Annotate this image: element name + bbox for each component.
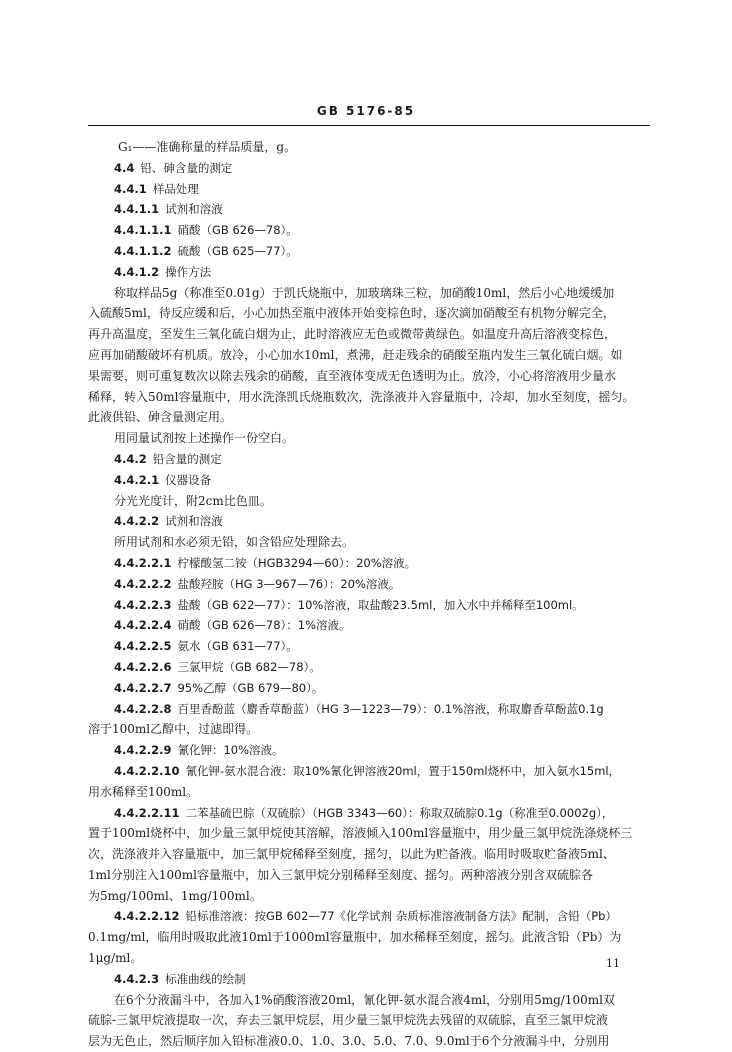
section-line [88,636,652,657]
section-line [88,699,652,720]
line-text: 溶于100ml乙醇中，过滤即得。 [88,722,259,737]
text-line [88,719,652,740]
line-text: 硝酸（GB 626—78）。 [177,223,298,238]
line-text: 称取样品5g（称准至0.01g）于凯氏烧瓶中，加玻璃珠三粒，加硝酸10ml，然后小心地缓缓加 [114,285,615,300]
line-text: 在6个分液漏斗中，各加入1%硝酸溶液20ml，氰化钾-氨水混合液4ml，分别用5mg/100ml双 [114,992,615,1007]
line-text: 操作方法 [165,264,212,279]
line-text: 标准曲线的绘制 [165,971,246,986]
line-text: 柠檬酸氢二铵（HGB3294—60）：20%溶液。 [177,555,417,570]
section-line [88,595,652,616]
line-text: 样品处理 [152,181,199,196]
line-text: 试剂和溶液 [165,514,223,529]
section-line [88,678,652,699]
text-line [88,137,652,158]
section-line [88,803,652,824]
line-text: 氰化钾-氨水混合液：取10%氰化钾溶液20ml，置于150ml烧杯中，加入氨水15ml， [185,763,621,778]
text-line [88,387,652,408]
text-line [88,990,652,1011]
section-line [88,470,652,491]
line-text: 硫腙-三氯甲烷液提取一次，弃去三氯甲烷层，用少量三氯甲烷洗去残留的双硫腙，直至三氯甲烷液 [88,1013,609,1028]
line-text: 试剂和溶液 [165,202,223,217]
line-text: 铅标准溶液：按GB 602—77《化学试剂 杂质标准溶液制备方法》配制，含铅（Pb） [185,909,617,924]
line-text: 盐酸羟胺（HG 3—967—76）：20%溶液。 [177,576,401,591]
line-text: 为5mg/100ml、1mg/100ml。 [88,888,262,903]
line-text: 0.1mg/ml，临用时吸取此液10ml于1000ml容量瓶中，加水稀释至刻度，摇匀。此液含铅（Pb）为 [88,930,622,945]
section-number: 4.4.1.1.2 [114,243,172,258]
section-number: 4.4 [114,160,135,175]
section-line [88,657,652,678]
text-line [88,491,652,512]
line-text: G₁——准确称量的样品质量，g。 [118,140,297,154]
line-text: 稀释，转入50ml容量瓶中，用水洗涤凯氏烧瓶数次，洗涤液并入容量瓶中，冷却，加水至刻度，摇匀。 [88,389,635,404]
section-number: 4.4.1.2 [114,264,160,279]
text-line [88,303,652,324]
line-text: 次，洗涤液并入容量瓶中，加三氯甲烷稀释至刻度，摇匀，以此为贮备液。临用时吸取贮备液5ml、 [88,847,615,862]
text-line [88,1031,652,1052]
line-text: 硫酸（GB 625—77）。 [177,243,298,258]
section-number: 4.4.2.2.2 [114,576,172,591]
text-line [88,324,652,345]
line-text: 分光光度计，附2cm比色皿。 [114,493,272,508]
section-line [88,158,652,179]
text-line [88,782,652,803]
line-text: 硝酸（GB 626—78）：1%溶液。 [177,618,351,633]
text-line [88,532,652,553]
line-text: 氨水（GB 631—77）。 [177,639,298,654]
line-text: 层为无色止，然后顺序加入铅标准液0.0、1.0、3.0、5.0、7.0、9.0ml于6个分液漏斗中，分别用 [88,1034,610,1049]
section-number: 4.4.2.2.3 [114,597,172,612]
section-number: 4.4.2.2.11 [114,805,180,820]
line-text: 再升高温度，至发生三氧化硫白烟为止，此时溶液应无色或微带黄绿色。如温度升高后溶液变棕色， [88,327,617,342]
text-line [88,428,652,449]
text-line [88,283,652,304]
section-number: 4.4.2.2.7 [114,680,172,695]
line-text: 用水稀释至100ml。 [88,784,199,799]
standard-code-header: GB 5176-85 [316,104,416,118]
section-line [88,179,652,200]
section-line [88,969,652,990]
section-number: 4.4.2.1 [114,472,160,487]
section-number: 4.4.2.2.4 [114,618,172,633]
body-text [88,137,652,1052]
line-text: 入硫酸5ml，待反应缓和后，小心加热至瓶中液体开始变棕色时，逐次滴加硝酸至有机物分解完全， [88,306,615,321]
line-text: 1ml分别注入100ml容量瓶中，加入三氯甲烷分别稀释至刻度、摇匀。两种溶液分别含双硫腙各 [88,867,593,882]
section-number: 4.4.2.2.12 [114,909,180,924]
section-number: 4.4.2.2.10 [114,763,180,778]
section-line [88,262,652,283]
text-line [88,886,652,907]
section-number: 4.4.1.1 [114,202,160,217]
line-text: 仪器设备 [165,472,212,487]
section-number: 4.4.1.1.1 [114,223,172,238]
line-text: 二苯基硫巴腙（双硫腙）（HGB 3343—60）：称取双硫腙0.1g（称准至0.0002g）， [185,805,614,820]
line-text: 1μg/ml。 [88,951,143,966]
page-number: 11 [606,957,620,970]
section-number: 4.4.2.2.6 [114,659,172,674]
section-line [88,449,652,470]
section-line [88,511,652,532]
section-line [88,906,652,927]
section-number: 4.4.2 [114,451,147,466]
line-text: 置于100ml烧杯中，加少量三氯甲烷使其溶解，溶液倾入100ml容量瓶中，用少量三氯甲烷洗涤烧杯三 [88,826,633,841]
text-line [88,927,652,948]
section-line [88,615,652,636]
section-number: 4.4.2.2 [114,514,160,529]
text-line [88,844,652,865]
line-text: 铅、砷含量的测定 [140,160,233,175]
line-text: 95%乙醇（GB 679—80）。 [177,680,324,695]
section-line [88,199,652,220]
section-line [88,241,652,262]
line-text: 铅含量的测定 [152,451,222,466]
section-number: 4.4.2.3 [114,971,160,986]
section-line [88,574,652,595]
section-number: 4.4.2.2.9 [114,743,172,758]
section-number: 4.4.1 [114,181,147,196]
section-line [88,220,652,241]
section-line [88,761,652,782]
header-rule [88,125,650,126]
line-text: 百里香酚蓝（麝香草酚蓝）（HG 3—1223—79）：0.1%溶液，称取麝香草酚蓝0.1g [177,701,604,716]
section-number: 4.4.2.2.5 [114,639,172,654]
text-line [88,1010,652,1031]
line-text: 此液供铅、砷含量测定用。 [88,410,233,425]
section-number: 4.4.2.2.1 [114,555,172,570]
line-text: 应再加硝酸破坏有机质。放冷，小心加水10ml，煮沸，赶走残余的硝酸至瓶内发生三氧化硫白烟。如 [88,347,623,362]
section-number: 4.4.2.2.8 [114,701,172,716]
text-line [88,366,652,387]
section-line [88,553,652,574]
section-line [88,740,652,761]
line-text: 盐酸（GB 622—77）：10%溶液，取盐酸23.5ml，加入水中并稀释至100ml。 [177,597,584,612]
text-line [88,823,652,844]
text-line [88,865,652,886]
text-line [88,345,652,366]
text-line [88,948,652,969]
text-line [88,407,652,428]
line-text: 果需要，则可重复数次以除去残余的硝酸，直至液体变成无色透明为止。放冷，小心将溶液用少量水 [88,368,617,383]
line-text: 所用试剂和水必须无铅，如含铅应处理除去。 [114,535,355,550]
line-text: 用同量试剂按上述操作一份空白。 [114,431,295,446]
line-text: 三氯甲烷（GB 682—78）。 [177,659,321,674]
line-text: 氰化钾：10%溶液。 [177,743,284,758]
